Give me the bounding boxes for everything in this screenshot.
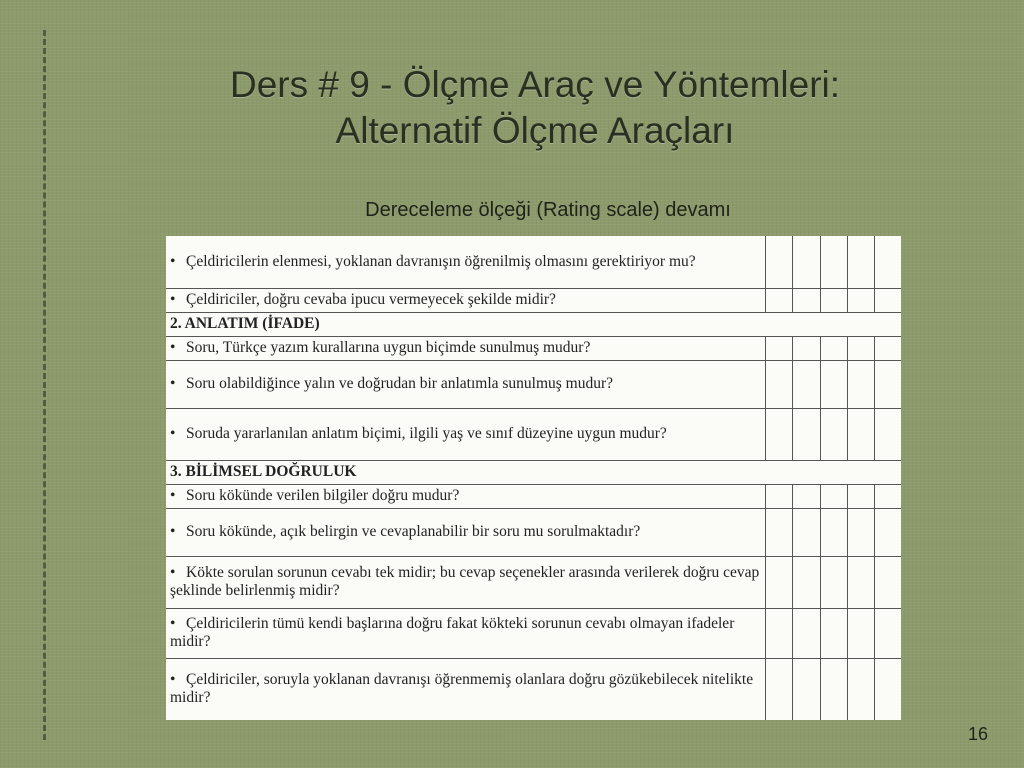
rating-cell[interactable] (793, 484, 820, 508)
rating-cell[interactable] (793, 360, 820, 408)
row-text: Kökte sorulan sorunun cevabı tek midir; bu cevap seçenekler arasında verilerek doğru cevap şeklinde belirlenmiş midir? (170, 564, 760, 599)
rating-cell[interactable] (766, 484, 793, 508)
row-text: Soru kökünde verilen bilgiler doğru mudur? (186, 487, 460, 504)
slide-subtitle: Dereceleme ölçeği (Rating scale) devamı (365, 199, 731, 221)
rating-cell[interactable] (766, 556, 793, 608)
criterion-row (166, 236, 901, 288)
bullet-icon: • (170, 564, 176, 581)
row-text: Soru kökünde, açık belirgin ve cevaplanabilir bir soru mu sorulmaktadır? (186, 523, 641, 540)
rating-cell[interactable] (820, 360, 847, 408)
page-number: 16 (967, 724, 989, 744)
criterion-text (166, 408, 766, 460)
rating-cell[interactable] (820, 408, 847, 460)
criterion-row (166, 658, 901, 720)
bullet-icon: • (170, 615, 176, 632)
row-text: 2. ANLATIM (İFADE) (170, 315, 320, 332)
rating-cell[interactable] (847, 556, 874, 608)
rating-cell[interactable] (793, 288, 820, 312)
rating-scale-table (166, 236, 901, 720)
rating-cell[interactable] (820, 556, 847, 608)
rating-cell[interactable] (847, 658, 874, 720)
rating-cell[interactable] (793, 608, 820, 658)
rating-cell[interactable] (766, 336, 793, 360)
rating-cell[interactable] (793, 336, 820, 360)
criterion-text (166, 360, 766, 408)
rating-cell[interactable] (793, 658, 820, 720)
rating-cell[interactable] (874, 556, 901, 608)
rating-cell[interactable] (820, 336, 847, 360)
criterion-text (166, 336, 766, 360)
row-text: Çeldiriciler, soruyla yoklanan davranışı öğrenmemiş olanlara doğru gözükebilecek nitelikte midir? (170, 671, 754, 706)
rating-cell[interactable] (874, 360, 901, 408)
row-text: Çeldiricilerin elenmesi, yoklanan davranışın öğrenilmiş olmasını gerektiriyor mu? (186, 252, 696, 270)
criterion-text (166, 236, 766, 288)
rating-cell[interactable] (847, 236, 874, 288)
rating-cell[interactable] (766, 508, 793, 556)
section-header-row (166, 460, 901, 484)
rating-cell[interactable] (874, 508, 901, 556)
rating-cell[interactable] (766, 360, 793, 408)
rating-cell[interactable] (874, 288, 901, 312)
rating-cell[interactable] (793, 508, 820, 556)
rating-cell[interactable] (847, 288, 874, 312)
section-header-row (166, 312, 901, 336)
rating-cell[interactable] (874, 608, 901, 658)
section-title (166, 312, 901, 336)
criterion-text (166, 508, 766, 556)
rating-cell[interactable] (820, 508, 847, 556)
rating-cell[interactable] (820, 484, 847, 508)
rating-cell[interactable] (847, 408, 874, 460)
rating-cell[interactable] (766, 658, 793, 720)
rating-cell[interactable] (874, 484, 901, 508)
row-text: Çeldiriciler, doğru cevaba ipucu vermeyecek şekilde midir? (186, 291, 556, 308)
criterion-text (166, 484, 766, 508)
criterion-row (166, 484, 901, 508)
rating-cell[interactable] (847, 360, 874, 408)
row-text: Soruda yararlanılan anlatım biçimi, ilgili yaş ve sınıf düzeyine uygun mudur? (186, 425, 667, 442)
criterion-row (166, 288, 901, 312)
bullet-icon: • (170, 291, 176, 308)
criterion-row (166, 336, 901, 360)
rating-cell[interactable] (766, 608, 793, 658)
rating-cell[interactable] (874, 408, 901, 460)
bullet-icon: • (170, 523, 176, 540)
rating-cell[interactable] (847, 336, 874, 360)
criterion-row (166, 556, 901, 608)
row-text: Soru, Türkçe yazım kurallarına uygun biçimde sunulmuş mudur? (186, 339, 591, 356)
stitched-border (43, 30, 46, 740)
bullet-icon: • (170, 375, 176, 392)
rating-cell[interactable] (793, 408, 820, 460)
rating-cell[interactable] (766, 236, 793, 288)
criterion-text (166, 658, 766, 720)
criterion-text (166, 556, 766, 608)
rating-cell[interactable] (793, 236, 820, 288)
bullet-icon: • (170, 487, 176, 504)
rating-cell[interactable] (820, 658, 847, 720)
rating-cell[interactable] (847, 608, 874, 658)
rating-cell[interactable] (766, 408, 793, 460)
criterion-text (166, 288, 766, 312)
rating-cell[interactable] (874, 336, 901, 360)
bullet-icon: • (170, 425, 176, 442)
rating-cell[interactable] (793, 556, 820, 608)
row-text: 3. BİLİMSEL DOĞRULUK (170, 463, 357, 480)
rating-cell[interactable] (820, 236, 847, 288)
criterion-text (166, 608, 766, 658)
criterion-row (166, 508, 901, 556)
criterion-row (166, 608, 901, 658)
rating-cell[interactable] (847, 484, 874, 508)
row-text: Çeldiricilerin tümü kendi başlarına doğru fakat kökteki sorunun cevabı olmayan ifadeler midir? (170, 615, 735, 650)
criterion-row (166, 360, 901, 408)
rating-cell[interactable] (820, 608, 847, 658)
bullet-icon: • (170, 339, 176, 356)
section-title (166, 460, 901, 484)
row-text: Soru olabildiğince yalın ve doğrudan bir anlatımla sunulmuş mudur? (186, 375, 614, 392)
bullet-icon: • (170, 671, 176, 688)
rating-cell[interactable] (766, 288, 793, 312)
rating-cell[interactable] (820, 288, 847, 312)
bullet-icon: • (170, 252, 176, 270)
rating-cell[interactable] (874, 658, 901, 720)
slide-title (120, 62, 950, 154)
rating-cell[interactable] (874, 236, 901, 288)
rating-cell[interactable] (847, 508, 874, 556)
criterion-row (166, 408, 901, 460)
title-line-2: Alternatif Ölçme Araçları (335, 110, 735, 151)
title-line-1: Ders # 9 - Ölçme Araç ve Yöntemleri: (229, 64, 841, 105)
rating-scale-scan (166, 236, 901, 720)
